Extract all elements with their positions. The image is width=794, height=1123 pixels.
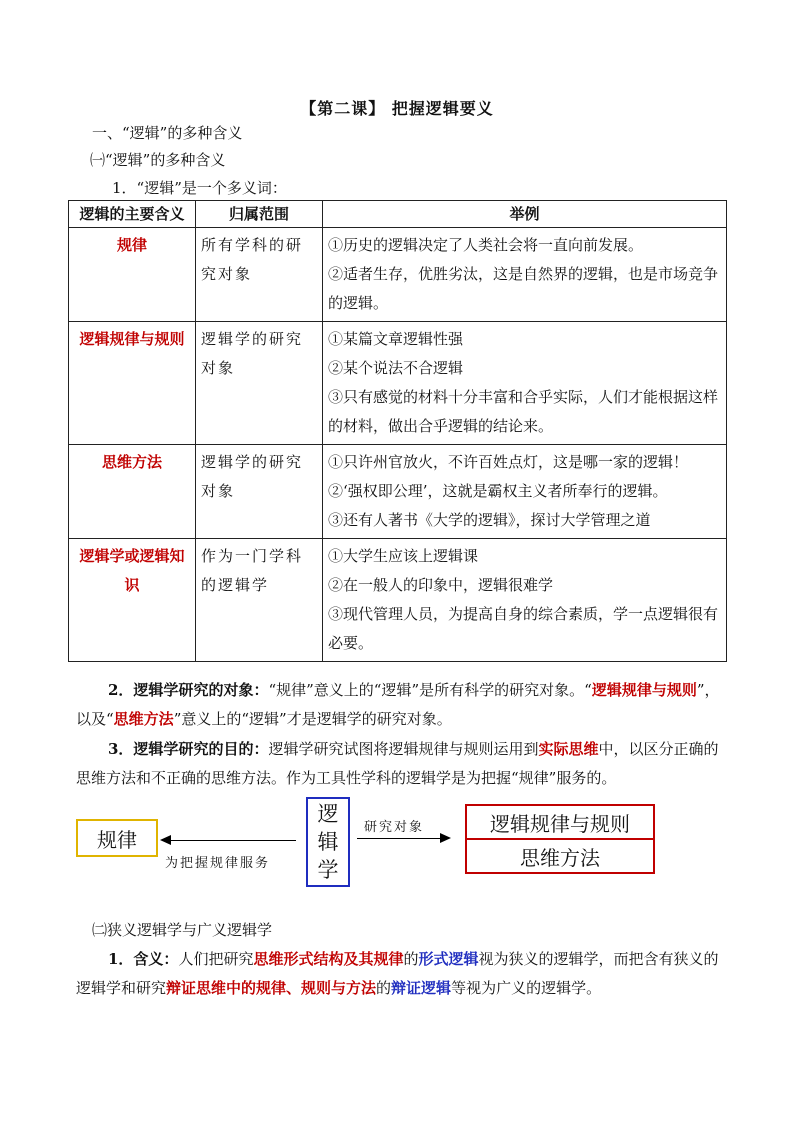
table-header-scope: 归属范围 (196, 201, 323, 228)
diagram-box-logic (306, 797, 350, 887)
meaning-cell: 逻辑规律与规则 (69, 322, 196, 445)
example-line: ①大学生应该上逻辑课 (328, 547, 479, 565)
example-line: ③还有人著书《大学的逻辑》，探讨大学管理之道 (328, 511, 651, 529)
example-line: ③现代管理人员，为提高自身的综合素质，学一点逻辑很有必要。 (328, 605, 719, 652)
paragraph-label: 2．逻辑学研究的对象： (108, 681, 269, 699)
paragraph-research-object (76, 676, 726, 734)
item-heading-1: 1．“逻辑”是一个多义词： (112, 179, 287, 197)
scope-cell: 所有学科的研究对象 (196, 228, 323, 322)
paragraph-text: 的 (376, 979, 392, 997)
meaning-cell: 逻辑学或逻辑知识 (69, 539, 196, 662)
meaning-table (68, 200, 727, 662)
arrow-label-serve: 为把握规律服务 (165, 856, 271, 871)
paragraph-definition (76, 945, 726, 1003)
example-line: ②在一般人的印象中，逻辑很难学 (328, 576, 554, 594)
diagram-logic-label: 逻辑学 (317, 802, 339, 882)
paragraph-text: ”，以及“ (76, 681, 720, 728)
table-row (69, 539, 727, 662)
paragraph-text: 的 (403, 950, 419, 968)
table-header-meaning: 逻辑的主要含义 (69, 201, 196, 228)
paragraph-text: “规律”意义上的“逻辑”是所有科学的研究对象。“ (268, 681, 592, 699)
arrow-head-right-icon (440, 832, 452, 844)
example-line: ①只许州官放火，不许百姓点灯，这是哪一家的逻辑！ (328, 453, 689, 471)
table-row (69, 445, 727, 539)
subsection-heading-1: ㈠“逻辑”的多种含义 (90, 151, 226, 169)
table-row (69, 322, 727, 445)
paragraph-text: 人们把研究 (178, 950, 254, 968)
example-cell (323, 322, 727, 445)
paragraph-text: ”意义上的“逻辑”才是逻辑学的研究对象。 (173, 710, 452, 728)
example-line: ②某个说法不合逻辑 (328, 359, 464, 377)
table-row (69, 228, 727, 322)
scope-cell: 逻辑学的研究对象 (196, 445, 323, 539)
meaning-cell: 规律 (69, 228, 196, 322)
table-header-example: 举例 (323, 201, 727, 228)
diagram-box-methods: 思维方法 (465, 838, 655, 874)
scope-cell: 逻辑学的研究对象 (196, 322, 323, 445)
lesson-title: 【第二课】 把握逻辑要义 (300, 99, 494, 118)
paragraph-text: 逻辑学研究试图将逻辑规律与规则运用到 (268, 740, 539, 758)
arrow-head-left-icon (160, 834, 172, 846)
highlight-text: 辩证思维中的规律、规则与方法 (166, 979, 377, 997)
section-heading-1: 一、“逻辑”的多种含义 (92, 124, 243, 142)
example-cell (323, 228, 727, 322)
example-cell (323, 445, 727, 539)
example-line: ③只有感觉的材料十分丰富和合乎实际，人们才能根据这样的材料，做出合乎逻辑的结论来。 (328, 388, 719, 435)
highlight-text: 思维形式结构及其规律 (253, 950, 404, 968)
highlight-text: 辩证逻辑 (391, 979, 452, 997)
paragraph-label: 3．逻辑学研究的目的： (108, 740, 269, 758)
highlight-text: 形式逻辑 (418, 950, 479, 968)
paragraph-text: 视为狭义的逻辑学，而把含有狭义的逻辑学和研究 (76, 950, 719, 997)
highlight-text: 实际思维 (538, 740, 599, 758)
example-line: ①历史的逻辑决定了人类社会将一直向前发展。 (328, 236, 644, 254)
paragraph-label: 1．含义： (108, 950, 179, 968)
meaning-cell: 思维方法 (69, 445, 196, 539)
example-line: ①某篇文章逻辑性强 (328, 330, 464, 348)
table-header-row (69, 201, 727, 228)
example-line: ②‘强权即公理’，这就是霸权主义者所奉行的逻辑。 (328, 482, 668, 500)
example-line: ②适者生存，优胜劣汰，这是自然界的逻辑，也是市场竞争的逻辑。 (328, 265, 719, 312)
paragraph-text: 等视为广义的逻辑学。 (451, 979, 602, 997)
paragraph-research-purpose (76, 735, 726, 793)
paragraph-text: 中，以区分正确的思维方法和不正确的思维方法。作为工具性学科的逻辑学是为把握“规律”服务的。 (76, 740, 719, 787)
arrow-line-right (357, 838, 447, 839)
highlight-text: 逻辑规律与规则 (591, 681, 697, 699)
diagram-box-rules: 逻辑规律与规则 (465, 804, 655, 840)
highlight-text: 思维方法 (113, 710, 174, 728)
example-cell (323, 539, 727, 662)
arrow-line-left (168, 840, 296, 841)
arrow-label-research: 研究对象 (364, 820, 425, 835)
diagram-box-law: 规律 (76, 819, 158, 857)
subsection-heading-2: ㈡狭义逻辑学与广义逻辑学 (92, 921, 273, 939)
scope-cell: 作为一门学科的逻辑学 (196, 539, 323, 662)
